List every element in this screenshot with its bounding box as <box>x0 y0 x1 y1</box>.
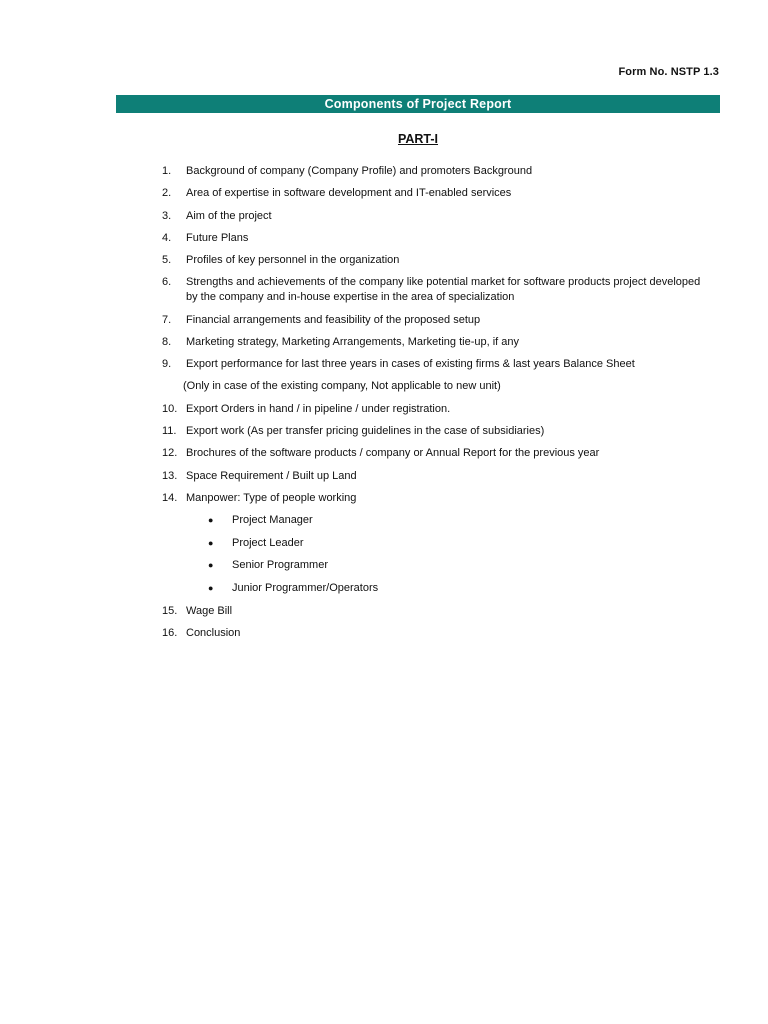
list-item <box>162 357 702 372</box>
list-item <box>162 446 702 461</box>
list-item-text: Future Plans <box>186 231 249 244</box>
list-item <box>162 186 702 201</box>
list-item-text: Aim of the project <box>186 209 272 222</box>
part-heading: PART-I <box>397 132 439 146</box>
list-item-number: 2. <box>162 187 172 200</box>
list-item-text: Profiles of key personnel in the organization <box>186 254 400 267</box>
list-item <box>162 604 702 619</box>
manpower-type-text: Project Manager <box>232 514 313 527</box>
manpower-type-text: Project Leader <box>232 536 304 549</box>
form-number: Form No. NSTP 1.3 <box>618 66 719 78</box>
list-item <box>162 626 702 641</box>
bullet-icon: ● <box>208 583 214 594</box>
list-item-text: Brochures of the software products / company or Annual Report for the previous year <box>186 447 600 460</box>
list-item <box>162 424 702 439</box>
list-item-text: Area of expertise in software development and IT-enabled services <box>186 187 512 200</box>
list-item-number: 3. <box>162 209 172 222</box>
manpower-bullet-item <box>162 558 702 573</box>
list-item-text: Background of company (Company Profile) and promoters Background <box>186 165 533 177</box>
components-list <box>162 164 702 641</box>
list-item-text: Financial arrangements and feasibility of the proposed setup <box>186 313 481 326</box>
title-bar <box>116 95 720 113</box>
list-item-number: 9. <box>162 358 172 371</box>
list-item <box>162 164 702 179</box>
list-item-number: 14. <box>162 491 178 504</box>
list-item-number: 7. <box>162 313 172 326</box>
list-item-number: 16. <box>162 626 178 639</box>
list-item-text: Marketing strategy, Marketing Arrangements, Marketing tie-up, if any <box>186 335 519 348</box>
list-item-number: 4. <box>162 231 172 244</box>
list-item-number: 1. <box>162 165 172 177</box>
list-item-text: Strengths and achievements of the company like potential market for software products project developed by the company and in-house expertise in the area of specialization <box>186 276 701 304</box>
bullet-icon: ● <box>208 560 214 571</box>
list-item-text: Export performance for last three years in cases of existing firms & last years Balance Sheet <box>186 358 635 371</box>
list-item <box>162 313 702 328</box>
manpower-type-text: Senior Programmer <box>232 559 328 572</box>
list-item-text: Conclusion <box>186 626 241 639</box>
bullet-icon: ● <box>208 537 214 548</box>
list-item-text: Manpower: Type of people working <box>186 491 357 504</box>
manpower-bullet-item <box>162 536 702 551</box>
list-item-number: 6. <box>162 276 172 289</box>
list-item-number: 10. <box>162 402 178 415</box>
list-item-number: 11. <box>162 425 177 438</box>
document-title: Components of Project Report <box>324 97 512 111</box>
list-item-number: 5. <box>162 254 172 267</box>
list-item <box>162 275 702 305</box>
list-item <box>162 231 702 246</box>
manpower-type-text: Junior Programmer/Operators <box>232 582 379 595</box>
list-item <box>162 491 702 506</box>
list-item-text: Export work (As per transfer pricing guidelines in the case of subsidiaries) <box>186 425 545 438</box>
list-item <box>162 469 702 484</box>
list-item-text: Wage Bill <box>186 604 233 617</box>
list-item-number: 12. <box>162 447 178 460</box>
manpower-bullet-item <box>162 581 702 596</box>
list-item <box>162 209 702 224</box>
list-item <box>162 335 702 350</box>
list-item-number: 15. <box>162 604 178 617</box>
list-item-text: Export Orders in hand / in pipeline / under registration. <box>186 402 451 415</box>
manpower-bullet-item <box>162 513 702 528</box>
list-item-number: 8. <box>162 335 172 348</box>
list-item-number: 13. <box>162 469 178 482</box>
list-item <box>162 253 702 268</box>
list-item <box>162 402 702 417</box>
list-item-text: Space Requirement / Built up Land <box>186 469 357 482</box>
item-note: (Only in case of the existing company, Not applicable to new unit) <box>183 380 501 393</box>
bullet-icon: ● <box>208 515 214 526</box>
